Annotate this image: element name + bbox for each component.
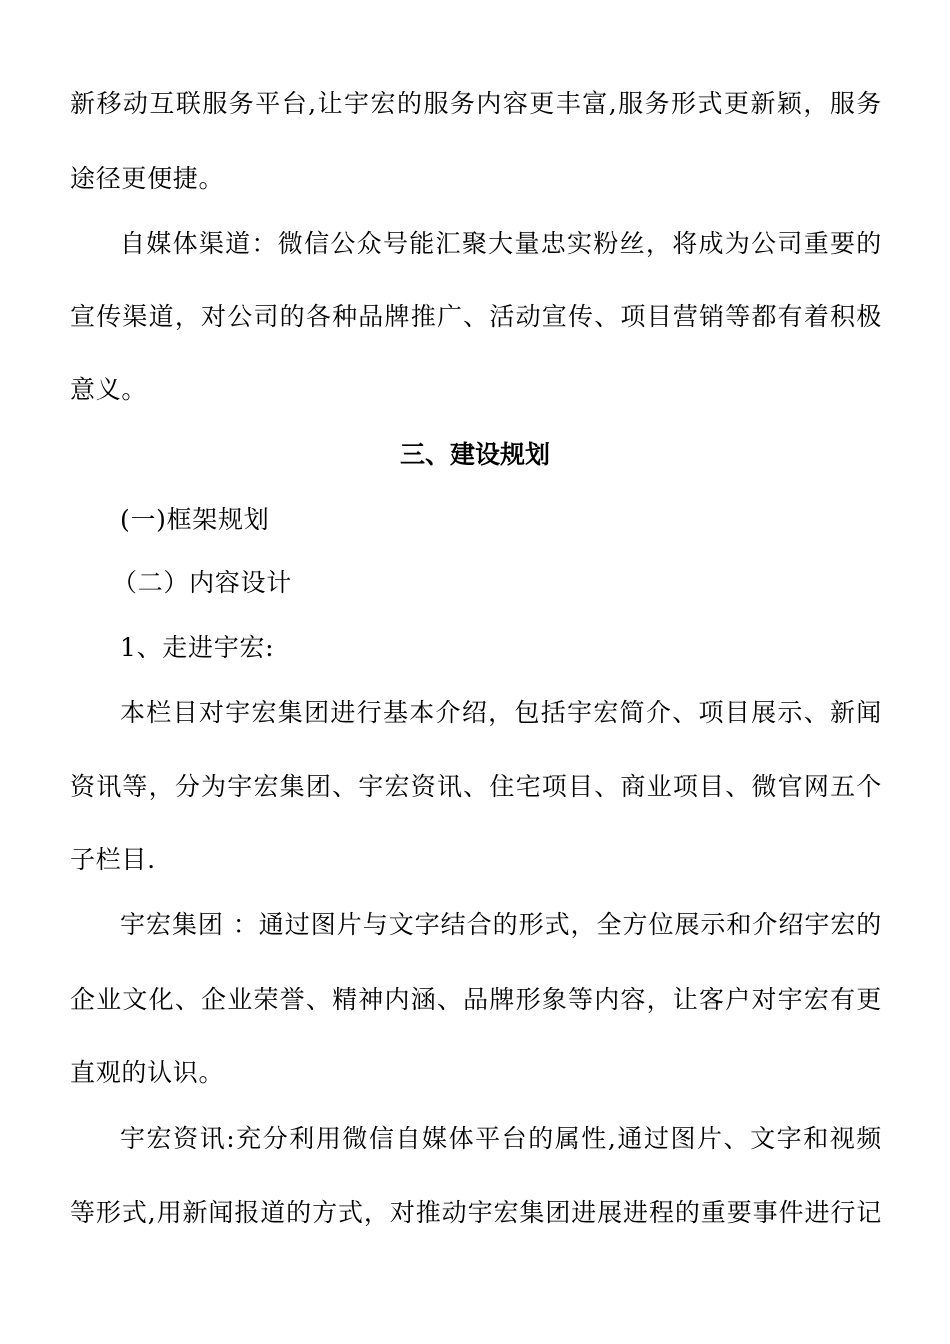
paragraph-line: 资讯等，分为宇宏集团、宇宏资讯、住宅项目、商业项目、微官网五个 <box>70 772 882 801</box>
paragraph-line: 子栏目. <box>70 845 156 874</box>
paragraph-line: 本栏目对宇宏集团进行基本介绍，包括宇宏简介、项目展示、新闻 <box>120 698 882 727</box>
paragraph-line: 宇宏集团 ：通过图片与文字结合的形式，全方位展示和介绍宇宏的 <box>120 910 882 939</box>
subsection-heading: （二）内容设计 <box>112 568 292 597</box>
paragraph-line: 企业文化、企业荣誉、精神内涵、品牌形象等内容，让客户对宇宏有更 <box>70 985 882 1014</box>
paragraph-line: 宣传渠道，对公司的各种品牌推广、活动宣传、项目营销等都有着积极 <box>70 302 882 331</box>
paragraph-line: 宇宏资讯:充分利用微信自媒体平台的属性,通过图片、文字和视频 <box>120 1124 882 1153</box>
subsection-heading: (一)框架规划 <box>120 505 270 534</box>
list-item-heading: 1、走进宇宏: <box>120 633 275 662</box>
paragraph-line: 意义。 <box>70 375 148 404</box>
paragraph-line: 新移动互联服务平台,让宇宏的服务内容更丰富,服务形式更新颖，服务 <box>70 89 882 118</box>
section-heading: 三、建设规划 <box>399 440 550 469</box>
paragraph-line: 自媒体渠道：微信公众号能汇聚大量忠实粉丝，将成为公司重要的 <box>120 229 882 258</box>
paragraph-line: 途径更便捷。 <box>70 164 225 193</box>
paragraph-line: 直观的认识。 <box>70 1058 225 1087</box>
paragraph-line: 等形式,用新闻报道的方式，对推动宇宏集团进展进程的重要事件进行记 <box>70 1198 882 1227</box>
